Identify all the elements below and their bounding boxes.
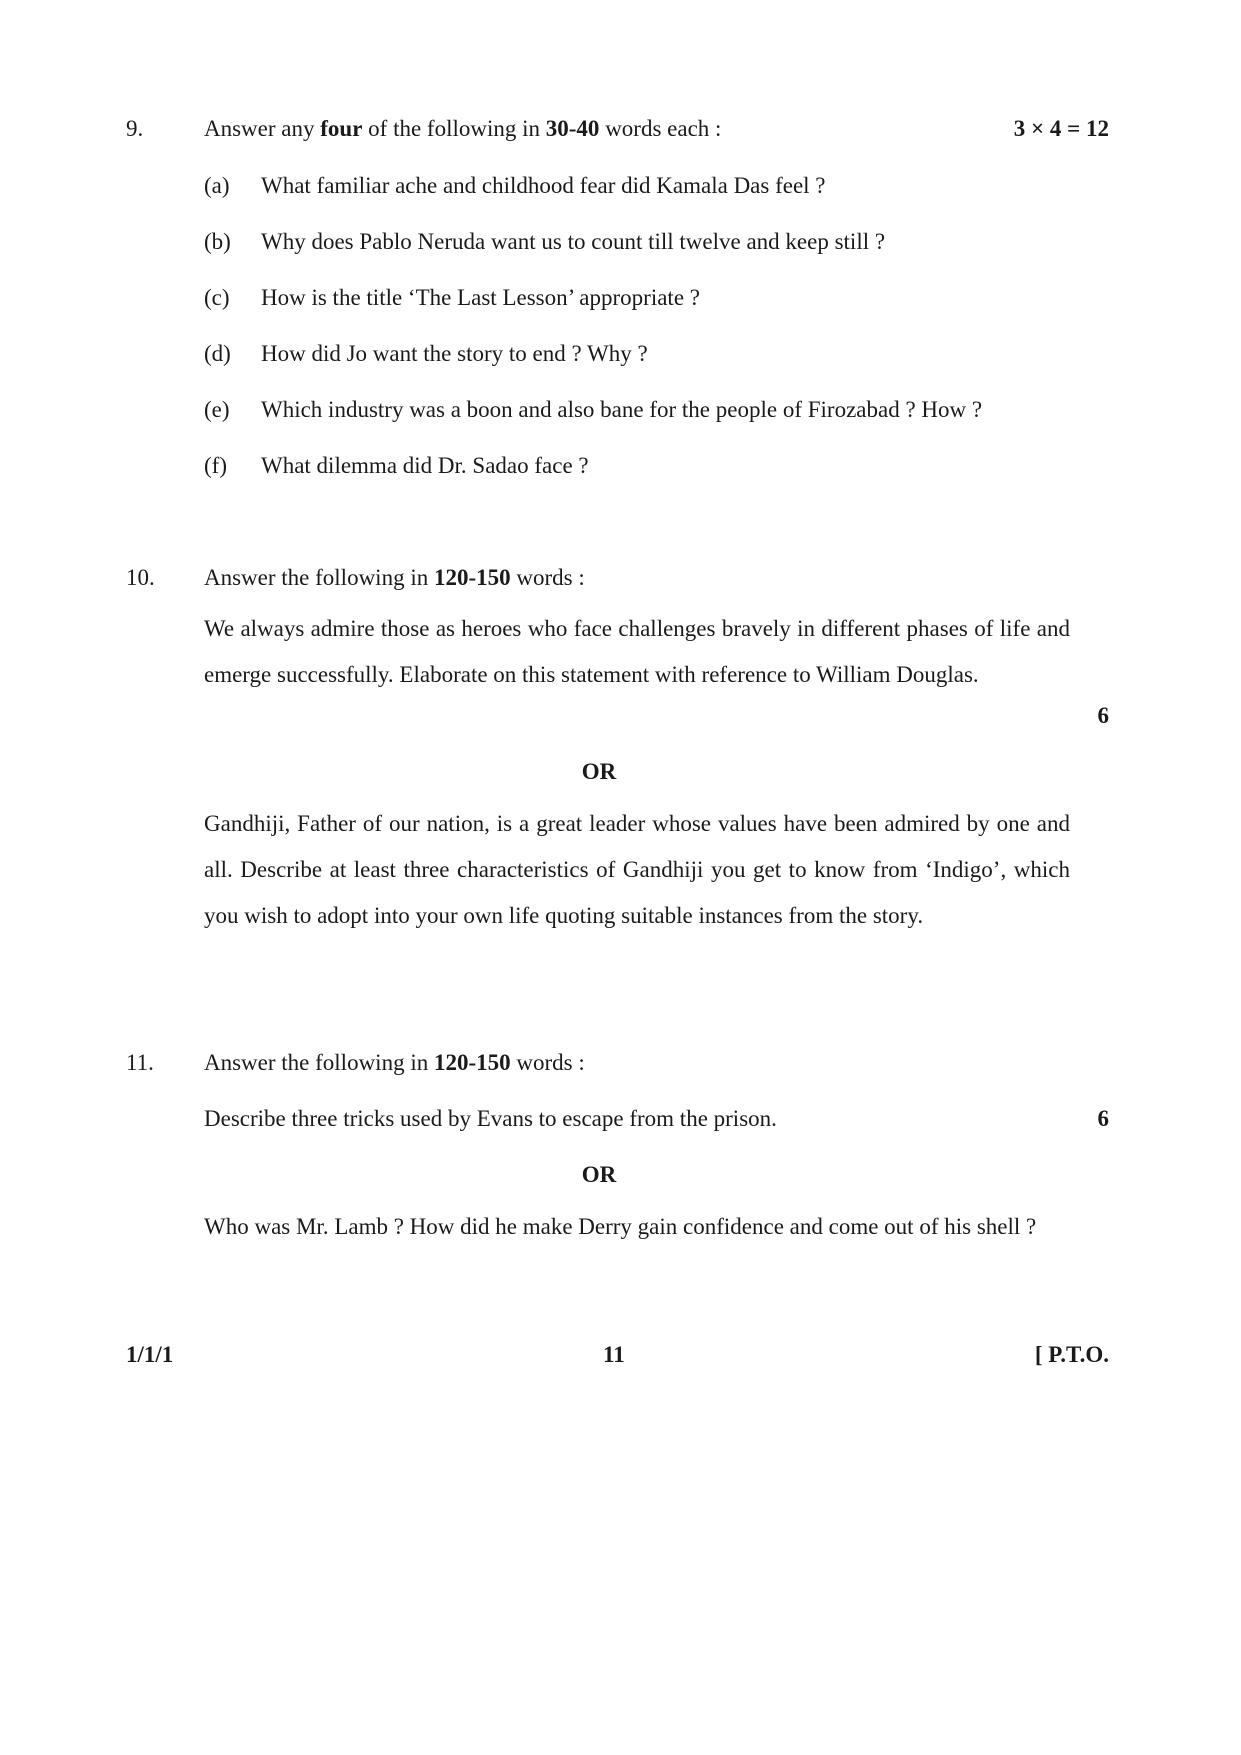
option-text: How did Jo want the story to end ? Why ?: [261, 341, 648, 366]
marks-label: 6: [1097, 703, 1109, 728]
question-body-alternative: Gandhiji, Father of our nation, is a great leader whose values have been admired by one and all. Describe at least three characteristics of Gandhiji you get to know from ‘Indigo’, which you wish to adopt into your own life quoting suitable instances from the story.: [204, 811, 1070, 928]
option-label: (d): [204, 341, 231, 366]
option-label: (b): [204, 229, 231, 254]
option-label: (e): [204, 397, 230, 422]
option-label: (f): [204, 453, 227, 478]
marks-label: 6: [1097, 1106, 1109, 1131]
question-instruction: Answer the following in 120-150 words :: [204, 565, 585, 590]
or-divider: OR: [581, 759, 617, 784]
or-divider: OR: [581, 1162, 617, 1187]
option-text: What familiar ache and childhood fear did Kamala Das feel ?: [261, 173, 826, 198]
question-number: 11.: [126, 1050, 154, 1075]
question-body-alternative: Who was Mr. Lamb ? How did he make Derry gain confidence and come out of his shell ?: [204, 1214, 1037, 1239]
question-number: 9.: [126, 116, 144, 141]
question-body: We always admire those as heroes who face challenges bravely in different phases of life and emerge successfully. Elaborate on this statement with reference to William Douglas.: [204, 616, 1070, 687]
option-label: (a): [204, 173, 230, 198]
page-number: 11: [603, 1342, 625, 1367]
option-label: (c): [204, 285, 230, 310]
question-body: Describe three tricks used by Evans to escape from the prison.: [204, 1106, 777, 1131]
option-text: How is the title ‘The Last Lesson’ appropriate ?: [261, 285, 700, 310]
paper-code: 1/1/1: [126, 1342, 174, 1367]
option-text: What dilemma did Dr. Sadao face ?: [261, 453, 589, 478]
question-instruction: Answer the following in 120-150 words :: [204, 1050, 585, 1075]
option-text: Which industry was a boon and also bane for the people of Firozabad ? How ?: [261, 397, 983, 422]
marks-label: 3 × 4 = 12: [1013, 116, 1109, 141]
question-number: 10.: [126, 565, 155, 590]
question-instruction: Answer any four of the following in 30-40 words each :: [204, 116, 722, 141]
pto-label: [ P.T.O.: [1034, 1342, 1109, 1367]
option-text: Why does Pablo Neruda want us to count till twelve and keep still ?: [261, 229, 886, 254]
